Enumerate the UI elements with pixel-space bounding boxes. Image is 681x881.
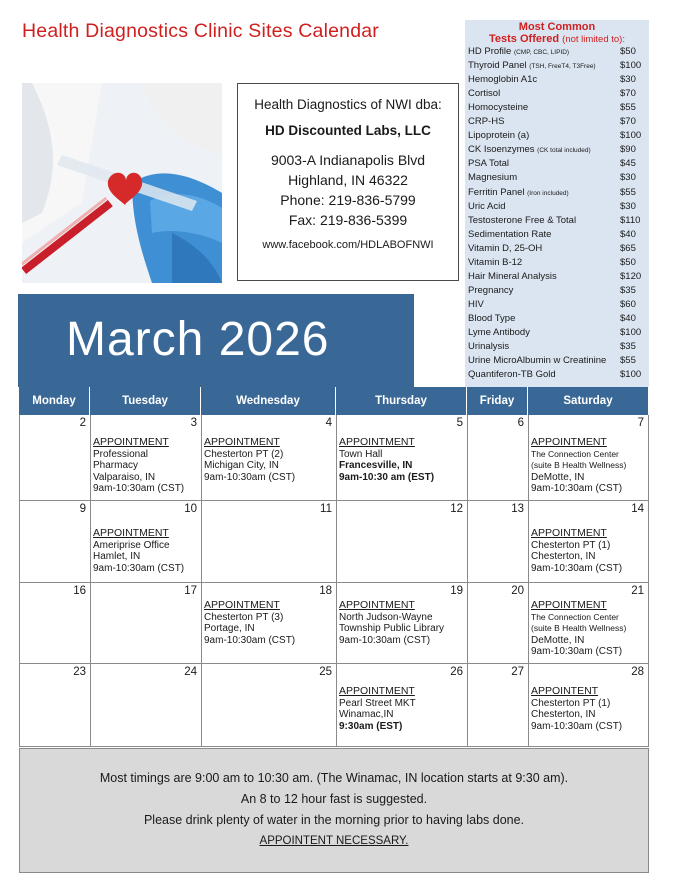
- calendar-day-cell[interactable]: [528, 583, 649, 664]
- day-number: 19: [450, 585, 463, 597]
- day-number: 6: [517, 417, 524, 429]
- appointment-label: APPOINTMENT: [339, 436, 415, 448]
- appointment-entry: [531, 600, 646, 658]
- weekday-tuesday: Tuesday: [90, 387, 201, 415]
- appointment-detail: (suite B Health Wellness): [531, 623, 627, 633]
- clinic-fax: Fax: 219-836-5399: [288, 212, 408, 228]
- day-number: 24: [184, 666, 197, 678]
- day-number: 21: [631, 585, 644, 597]
- test-name: Homocysteine: [468, 102, 529, 114]
- appointment-detail: 9am-10:30 am (EST): [339, 471, 435, 483]
- month-banner: [18, 294, 414, 387]
- weekday-wednesday: Wednesday: [201, 387, 336, 415]
- day-number: 4: [325, 417, 332, 429]
- appointment-label: APPOINTMENT: [93, 436, 169, 448]
- footer-appointment-note: APPOINTENT NECESSARY.: [259, 835, 409, 847]
- clinic-dba-line: Health Diagnostics of NWI dba:: [254, 97, 442, 112]
- appointment-label: APPOINTMENT: [531, 599, 607, 611]
- calendar-day-cell[interactable]: [90, 415, 201, 501]
- calendar-day-cell[interactable]: [90, 501, 201, 583]
- clinic-phone: Phone: 219-836-5799: [280, 192, 416, 208]
- test-name: HD Profile (CMP, CBC, LIPID): [468, 46, 570, 57]
- appointment-detail: 9am-10:30am (CST): [531, 483, 623, 494]
- test-price: $110: [620, 214, 641, 226]
- test-name: Magnesium: [468, 172, 518, 184]
- footer-water-note: Please drink plenty of water in the morning prior to having labs done.: [143, 813, 525, 827]
- appointment-label: APPOINTMENT: [531, 436, 607, 448]
- calendar-day-cell[interactable]: [19, 415, 90, 501]
- appointment-label: APPOINTENT: [531, 685, 599, 697]
- test-price: $100: [620, 60, 642, 72]
- appointment-detail: Winamac,IN: [339, 709, 394, 720]
- lab-photo: [22, 83, 222, 283]
- test-price: $50: [620, 256, 636, 268]
- day-number: 3: [190, 417, 197, 429]
- appointment-entry: [531, 528, 646, 574]
- appointment-label: APPOINTMENT: [93, 527, 169, 539]
- appointment-detail: Township Public Library: [339, 623, 445, 634]
- test-price: $60: [620, 298, 636, 310]
- clinic-address-street: 9003-A Indianapolis Blvd: [270, 152, 426, 168]
- test-price: $35: [620, 341, 636, 353]
- calendar-day-cell[interactable]: [19, 501, 90, 583]
- test-price: $100: [620, 369, 642, 381]
- test-price: $30: [620, 74, 636, 86]
- weekday-header-row: [19, 387, 649, 415]
- appointment-detail: Pharmacy: [93, 460, 139, 471]
- calendar-day-cell[interactable]: [467, 664, 528, 747]
- day-number: 9: [79, 503, 86, 515]
- appointment-detail: Hamlet, IN: [93, 551, 141, 562]
- test-name: CRP-HS: [468, 116, 505, 128]
- day-number: 28: [631, 666, 644, 678]
- test-name: Uric Acid: [468, 200, 506, 212]
- day-number: 10: [184, 503, 197, 515]
- calendar-day-cell[interactable]: [201, 501, 336, 583]
- calendar-day-cell[interactable]: [528, 501, 649, 583]
- appointment-detail: Ameriprise Office: [93, 539, 170, 551]
- page-title: Health Diagnostics Clinic Sites Calendar: [22, 20, 379, 42]
- day-number: 14: [631, 503, 644, 515]
- appointment-detail: Professional: [93, 448, 149, 460]
- appointment-label: APPOINTMENT: [339, 685, 415, 697]
- month-title: March 2026: [66, 313, 330, 366]
- test-name: HIV: [468, 298, 484, 310]
- test-name: Quantiferon-TB Gold: [468, 369, 556, 381]
- calendar-day-cell[interactable]: [201, 583, 336, 664]
- calendar-day-cell[interactable]: [528, 664, 649, 747]
- calendar-day-cell[interactable]: [19, 583, 90, 664]
- day-number: 7: [637, 417, 644, 429]
- day-number: 27: [511, 666, 524, 678]
- test-price: $40: [620, 228, 636, 240]
- weekday-saturday: Saturday: [528, 387, 649, 415]
- appointment-detail: Chesterton PT (1): [531, 539, 611, 551]
- appointment-detail: Portage, IN: [204, 623, 255, 634]
- test-price: $40: [620, 312, 636, 324]
- calendar-day-cell[interactable]: [467, 415, 528, 501]
- appointment-entry: [339, 686, 465, 732]
- day-number: 16: [73, 585, 86, 597]
- day-number: 20: [511, 585, 524, 597]
- tests-offered-panel: [465, 20, 649, 387]
- appointment-detail: The Connection Center: [531, 448, 619, 459]
- appointment-detail: 9:30am (EST): [339, 720, 403, 732]
- test-name: Ferritin Panel (Iron included): [468, 186, 569, 198]
- calendar-day-cell[interactable]: [528, 415, 649, 501]
- appointment-detail: North Judson-Wayne: [339, 611, 433, 623]
- appointment-entry: [204, 600, 334, 646]
- appointment-detail: Chesterton PT (3): [204, 611, 284, 623]
- appointment-detail: Chesterton, IN: [531, 709, 596, 720]
- calendar-day-cell[interactable]: [201, 415, 336, 501]
- appointment-entry: [339, 600, 465, 646]
- appointment-detail: 9am-10:30am (CST): [93, 483, 185, 494]
- test-price: $50: [620, 46, 636, 57]
- appointment-detail: 9am-10:30am (CST): [204, 471, 296, 483]
- tests-heading-line2: Tests Offered: [489, 33, 560, 45]
- day-number: 11: [320, 503, 332, 515]
- test-price: $100: [620, 327, 642, 338]
- test-name: CK Isoenzymes (CK total included): [468, 144, 591, 156]
- day-number: 12: [450, 503, 463, 515]
- appointment-label: APPOINTMENT: [531, 527, 607, 539]
- appointment-detail: DeMotte, IN: [531, 634, 585, 646]
- appointment-detail: Chesterton PT (2): [204, 448, 284, 460]
- appointment-detail: Town Hall: [339, 448, 383, 460]
- test-name: Vitamin D, 25-OH: [468, 242, 543, 254]
- calendar-day-cell[interactable]: [201, 664, 336, 747]
- test-name: Blood Type: [468, 312, 516, 324]
- appointment-detail: Francesville, IN: [339, 460, 413, 471]
- calendar-day-cell[interactable]: [336, 664, 467, 747]
- appointment-detail: 9am-10:30am (CST): [93, 562, 185, 574]
- test-price: $65: [620, 242, 636, 254]
- lab-technician-illustration: [22, 83, 222, 283]
- calendar-day-cell[interactable]: [336, 415, 467, 501]
- day-number: 5: [456, 417, 463, 429]
- test-price: $55: [620, 186, 636, 198]
- appointment-entry: [531, 686, 646, 732]
- appointment-entry: [93, 437, 199, 495]
- appointment-detail: DeMotte, IN: [531, 471, 585, 483]
- test-name: Urine MicroAlbumin w Creatinine: [468, 355, 607, 367]
- footer-fast-note: An 8 to 12 hour fast is suggested.: [240, 792, 428, 806]
- test-price: $35: [620, 284, 636, 296]
- test-note: (CMP, CBC, LIPID): [513, 49, 570, 56]
- test-note: (Iron included): [527, 189, 569, 197]
- weekday-monday: Monday: [19, 387, 90, 415]
- tests-heading-note: (not limited to):: [562, 34, 625, 45]
- test-price: $70: [620, 116, 636, 128]
- test-name: Vitamin B-12: [468, 256, 523, 268]
- day-number: 25: [319, 666, 332, 678]
- test-price: $70: [620, 88, 636, 100]
- appointment-label: APPOINTMENT: [339, 599, 415, 611]
- appointment-detail: Valparaiso, IN: [93, 471, 156, 483]
- appointment-entry: [204, 437, 334, 483]
- day-number: 2: [79, 417, 86, 429]
- calendar-day-cell[interactable]: [467, 501, 528, 583]
- appointment-entry: [531, 437, 646, 495]
- appointment-detail: 9am-10:30am (CST): [531, 720, 623, 732]
- appointment-detail: Chesterton, IN: [531, 551, 596, 562]
- test-price: $30: [620, 200, 636, 212]
- test-name: Hemoglobin A1c: [468, 74, 538, 86]
- calendar-day-cell[interactable]: [90, 583, 201, 664]
- day-number: 23: [73, 666, 86, 678]
- test-price: $55: [620, 102, 636, 114]
- appointment-detail: 9am-10:30am (CST): [531, 646, 623, 657]
- appointment-detail: The Connection Center: [531, 611, 619, 622]
- day-number: 13: [511, 503, 524, 515]
- appointment-label: APPOINTMENT: [204, 436, 280, 448]
- test-note: (TSH, FreeT4, T3Free): [529, 63, 596, 71]
- clinic-address-city: Highland, IN 46322: [288, 172, 408, 188]
- test-price: $120: [620, 270, 642, 282]
- footer-timing-note: Most timings are 9:00 am to 10:30 am. (The Winamac, IN location starts at 9:30 am).: [99, 771, 569, 785]
- appointment-detail: Michigan City, IN: [204, 460, 279, 471]
- tests-heading-line1: Most Common: [518, 21, 596, 33]
- test-name: PSA Total: [468, 158, 510, 170]
- calendar-day-cell[interactable]: [336, 583, 467, 664]
- test-name: Sedimentation Rate: [468, 228, 552, 240]
- calendar-day-cell[interactable]: [467, 583, 528, 664]
- weekday-thursday: Thursday: [336, 387, 467, 415]
- test-price: $55: [620, 355, 636, 367]
- calendar-day-cell[interactable]: [90, 664, 201, 747]
- calendar-day-cell[interactable]: [19, 664, 90, 747]
- calendar-day-cell[interactable]: [336, 501, 467, 583]
- appointment-detail: Pearl Street MKT: [339, 697, 416, 709]
- test-name: Testosterone Free & Total: [468, 214, 577, 226]
- test-name: Cortisol: [468, 88, 501, 100]
- test-price: $45: [620, 158, 636, 170]
- clinic-name: HD Discounted Labs, LLC: [265, 123, 431, 138]
- test-price: $30: [620, 172, 636, 184]
- appointment-label: APPOINTMENT: [204, 599, 280, 611]
- weekday-friday: Friday: [467, 387, 528, 415]
- day-number: 17: [184, 585, 197, 597]
- clinic-info-box: [237, 83, 459, 281]
- appointment-detail: 9am-10:30am (CST): [204, 634, 296, 646]
- appointment-entry: [339, 437, 465, 483]
- day-number: 26: [450, 666, 463, 678]
- footer-notes: [19, 748, 649, 873]
- appointment-detail: (suite B Health Wellness): [531, 460, 627, 470]
- test-name: Thyroid Panel (TSH, FreeT4, T3Free): [468, 60, 596, 72]
- tests-heading: [465, 20, 649, 46]
- appointment-detail: Chesterton PT (1): [531, 697, 611, 709]
- day-number: 18: [319, 585, 332, 597]
- test-price: $100: [620, 130, 642, 142]
- test-name: Lyme Antibody: [468, 327, 530, 338]
- appointment-detail: 9am-10:30am (CST): [339, 634, 431, 646]
- test-name: Urinalysis: [468, 341, 510, 353]
- test-name: Pregnancy: [468, 284, 514, 296]
- test-note: (CK total included): [537, 147, 591, 155]
- test-price: $90: [620, 144, 636, 156]
- test-name: Hair Mineral Analysis: [468, 270, 557, 282]
- test-name: Lipoprotein (a): [468, 130, 530, 142]
- appointment-entry: [93, 528, 199, 574]
- appointment-detail: 9am-10:30am (CST): [531, 562, 623, 574]
- clinic-website[interactable]: www.facebook.com/HDLABOFNWI: [262, 239, 434, 251]
